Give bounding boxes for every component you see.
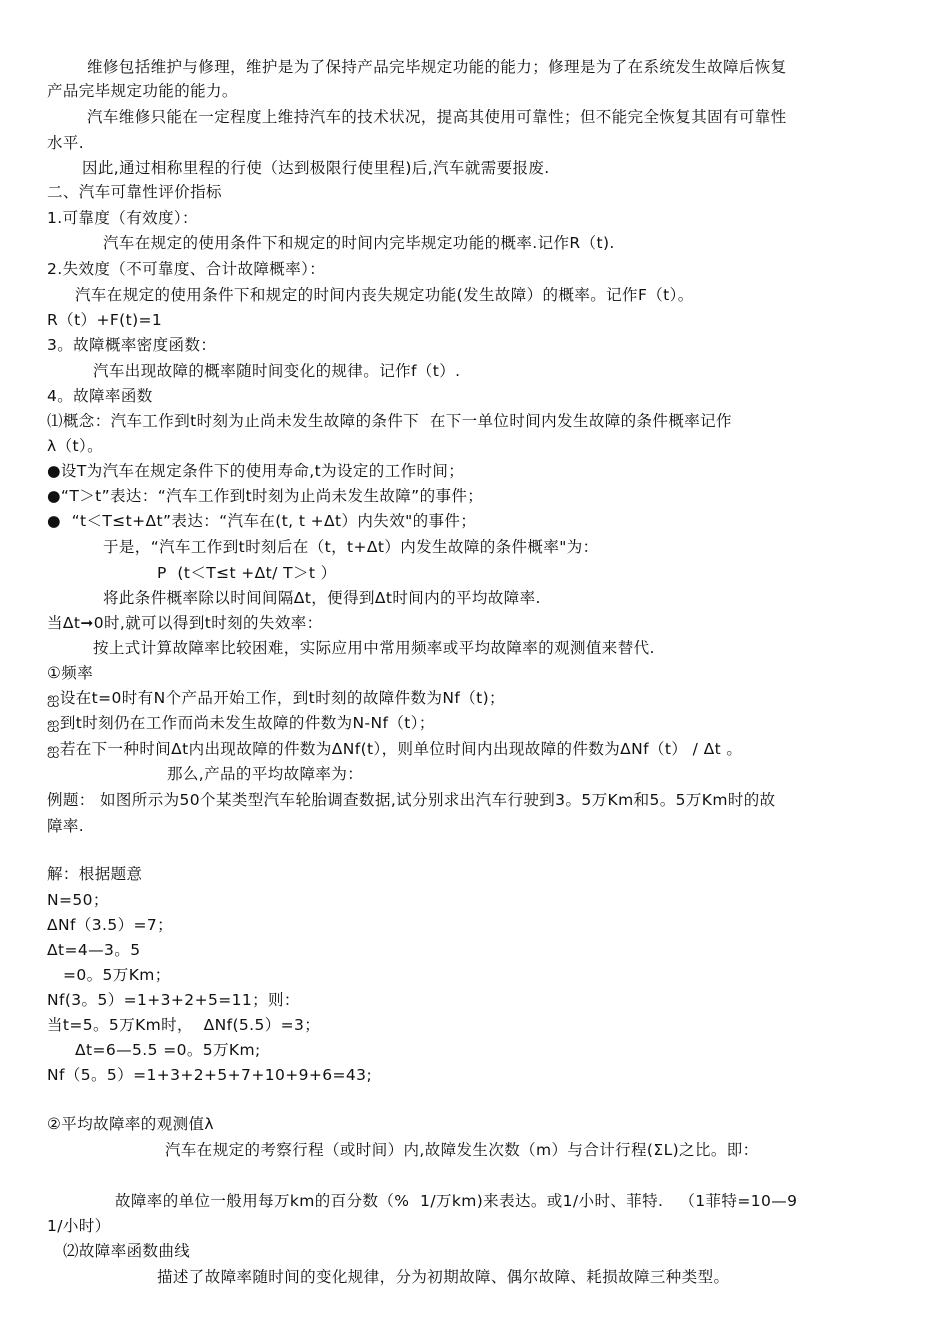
list-item: ஐ设在t=0时有N个产品开始工作，到t时刻的故障件数为Nf（t)； <box>47 689 505 707</box>
subheading: ①频率 <box>47 664 94 682</box>
bullet-item: ● “t＜T≤t+Δt”表达：“汽车在(t, t +Δt）内失效"的事件； <box>47 512 477 530</box>
subheading: 4。故障率函数 <box>47 387 153 405</box>
example-text: 例题： 如图所示为50个某类型汽车轮胎调查数据,试分别求出汽车行驶到3。5万Km和5。5万Km时的故 <box>47 791 776 809</box>
text-line: 于是，“汽车工作到t时刻后在（t，t+Δt）内发生故障的条件概率"为： <box>103 538 599 556</box>
bullet-item: ●设T为汽车在规定条件下的使用寿命,t为设定的工作时间； <box>47 462 465 480</box>
subheading: ⑵故障率函数曲线 <box>63 1242 191 1260</box>
text-line: 按上式计算故障率比较困难，实际应用中常用频率或平均故障率的观测值来替代. <box>93 639 655 657</box>
subheading: 2.失效度（不可靠度、合计故障概率）： <box>47 260 326 278</box>
subheading: ②平均故障率的观测值λ <box>47 1115 214 1133</box>
text-line: ⑴概念：汽车工作到t时刻为止尚未发生故障的条件下 在下一单位时间内发生故障的条件概率记作 <box>47 412 732 430</box>
section-heading: 二、汽车可靠性评价指标 <box>47 183 222 201</box>
solution-line: =0。5万Km； <box>63 966 171 984</box>
text-line: 汽车出现故障的概率随时间变化的规律。记作f（t）. <box>93 362 461 380</box>
text-line: 故障率的单位一般用每万km的百分数（% 1/万km)来表达。或1/小时、菲特. （1菲特=10—9 <box>115 1192 798 1210</box>
subheading: 3。故障概率密度函数： <box>47 336 217 354</box>
formula-line: R（t）+F(t)=1 <box>47 311 163 329</box>
text-line: 水平. <box>47 134 85 152</box>
text-line: 产品完毕规定功能的能力。 <box>47 82 238 100</box>
text-line: 汽车维修只能在一定程度上维持汽车的技术状况，提高其使用可靠性；但不能完全恢复其固有可靠性 <box>87 108 787 126</box>
text-line: 那么,产品的平均故障率为： <box>167 765 364 783</box>
solution-heading: 解：根据题意 <box>47 865 143 883</box>
text-line: 描述了故障率随时间的变化规律，分为初期故障、偶尔故障、耗损故障三种类型。 <box>157 1268 730 1286</box>
formula-line: P (t＜T≤t +Δt/ T＞t ） <box>157 564 337 582</box>
text-line: 因此,通过相称里程的行使（达到极限行使里程)后,汽车就需要报废. <box>82 159 550 177</box>
list-item: ஐ到t时刻仍在工作而尚未发生故障的件数为N-Nf（t）； <box>47 714 435 732</box>
example-text: 障率. <box>47 817 85 835</box>
solution-line: Nf（5。5）=1+3+2+5+7+10+9+6=43; <box>47 1066 373 1084</box>
solution-line: 当t=5。5万Km时， ΔNf(5.5）=3； <box>47 1016 321 1034</box>
solution-line: Nf(3。5）=1+3+2+5=11；则： <box>47 991 300 1009</box>
solution-line: Δt=6—5.5 =0。5万Km; <box>75 1041 261 1059</box>
text-line: 将此条件概率除以时间间隔Δt，便得到Δt时间内的平均故障率. <box>103 589 541 607</box>
list-item: ஐ若在下一种时间Δt内出现故障的件数为ΔNf(t），则单位时间内出现故障的件数为ΔNf（t） / Δt 。 <box>47 740 743 758</box>
solution-line: N=50； <box>47 891 109 909</box>
subheading: 1.可靠度（有效度）： <box>47 209 198 227</box>
bullet-item: ●“T＞t”表达：“汽车工作到t时刻为止尚未发生故障”的事件； <box>47 487 484 505</box>
solution-line: ΔNf（3.5）=7； <box>47 916 174 934</box>
solution-line: Δt=4—3。5 <box>47 941 141 959</box>
text-line: 汽车在规定的使用条件下和规定的时间内丧失规定功能(发生故障）的概率。记作F（t）。 <box>75 286 694 304</box>
text-line: 当Δt➞0时,就可以得到t时刻的失效率： <box>47 614 323 632</box>
text-line: 1/小时） <box>47 1217 111 1235</box>
text-line: 维修包括维护与修理，维护是为了保持产品完毕规定功能的能力；修理是为了在系统发生故障后恢复 <box>87 58 787 76</box>
text-line: 汽车在规定的考察行程（或时间）内,故障发生次数（m）与合计行程(ΣL)之比。即： <box>165 1141 759 1159</box>
text-line: λ（t）。 <box>47 437 104 455</box>
text-line: 汽车在规定的使用条件下和规定的时间内完毕规定功能的概率.记作R（t). <box>103 234 615 252</box>
